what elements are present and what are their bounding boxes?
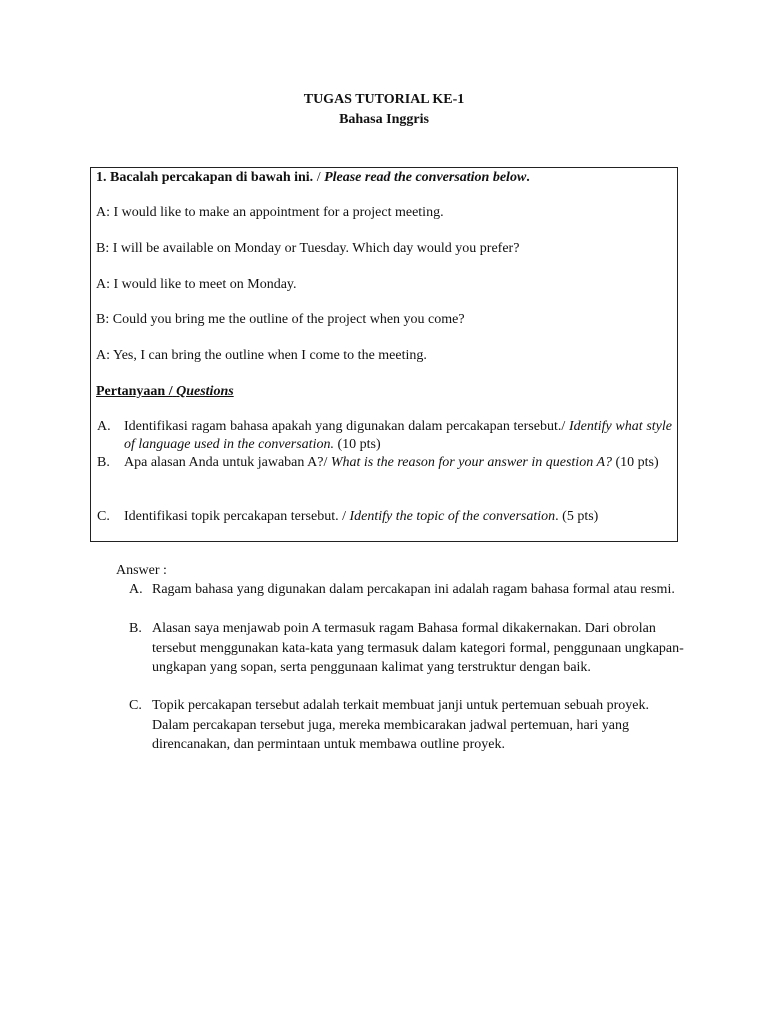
question-text-id: Identifikasi ragam bahasa apakah yang digunakan dalam percakapan tersebut./	[124, 419, 569, 434]
questions-heading-en: Questions	[176, 384, 234, 399]
dialogue-line: A: I would like to meet on Monday.	[96, 277, 297, 292]
dialogue-line: B: I will be available on Monday or Tuesday. Which day would you prefer?	[96, 241, 520, 256]
answer-letter: C.	[129, 698, 142, 713]
question-item	[124, 508, 672, 526]
answer-text: Alasan saya menjawab poin A termasuk ragam Bahasa formal dikakernakan. Dari obrolan tersebut menggunakan kata-kata yang termasuk dalam kategori formal, penggunaan ungkapan-ungkapan yang sopan, serta penggunaan kalimat yang terstruktur dengan baik.	[152, 621, 684, 675]
question-text-id: Identifikasi topik percakapan tersebut. /	[124, 509, 350, 524]
answer-text: Ragam bahasa yang digunakan dalam percakapan ini adalah ragam bahasa formal atau resmi.	[152, 582, 675, 597]
answer-letter: A.	[129, 582, 143, 597]
instruction-separator: /	[313, 170, 325, 185]
question-text-id: Apa alasan Anda untuk jawaban A?/	[124, 455, 331, 470]
document-subtitle: Bahasa Inggris	[339, 112, 429, 127]
question-points: . (5 pts)	[555, 509, 599, 524]
question-letter: B.	[97, 455, 110, 470]
dialogue-line: A: Yes, I can bring the outline when I come to the meeting.	[96, 348, 427, 363]
question-item	[124, 454, 672, 472]
question-points: (10 pts)	[333, 437, 381, 452]
question-text-en: What is the reason for your answer in question A?	[330, 455, 612, 470]
questions-heading-id: Pertanyaan /	[96, 384, 173, 399]
dialogue-line: A: I would like to make an appointment for a project meeting.	[96, 205, 444, 220]
document-title: TUGAS TUTORIAL KE-1	[303, 92, 465, 107]
dialogue-line: B: Could you bring me the outline of the project when you come?	[96, 312, 465, 327]
task-instruction	[96, 169, 530, 187]
answer-letter: B.	[129, 621, 142, 636]
question-text-en: Identify the topic of the conversation	[349, 509, 556, 524]
instruction-id: 1. Bacalah percakapan di bawah ini.	[96, 170, 314, 185]
question-letter: C.	[97, 509, 110, 524]
question-text-en: Identify what style of language used in the conversation.	[124, 419, 672, 452]
answer-text: Topik percakapan tersebut adalah terkait membuat janji untuk pertemuan sebuah proyek. Dalam percakapan tersebut juga, mereka membicarakan jadwal pertemuan, hari yang direncanakan, dan permintaan untuk membawa outline proyek.	[152, 698, 650, 752]
question-points: (10 pts)	[612, 455, 659, 470]
question-item	[124, 418, 672, 454]
instruction-end: .	[526, 170, 530, 185]
question-letter: A.	[97, 419, 111, 434]
instruction-en: Please read the conversation below	[324, 170, 527, 185]
questions-heading	[96, 383, 234, 401]
answer-label: Answer :	[116, 563, 167, 578]
